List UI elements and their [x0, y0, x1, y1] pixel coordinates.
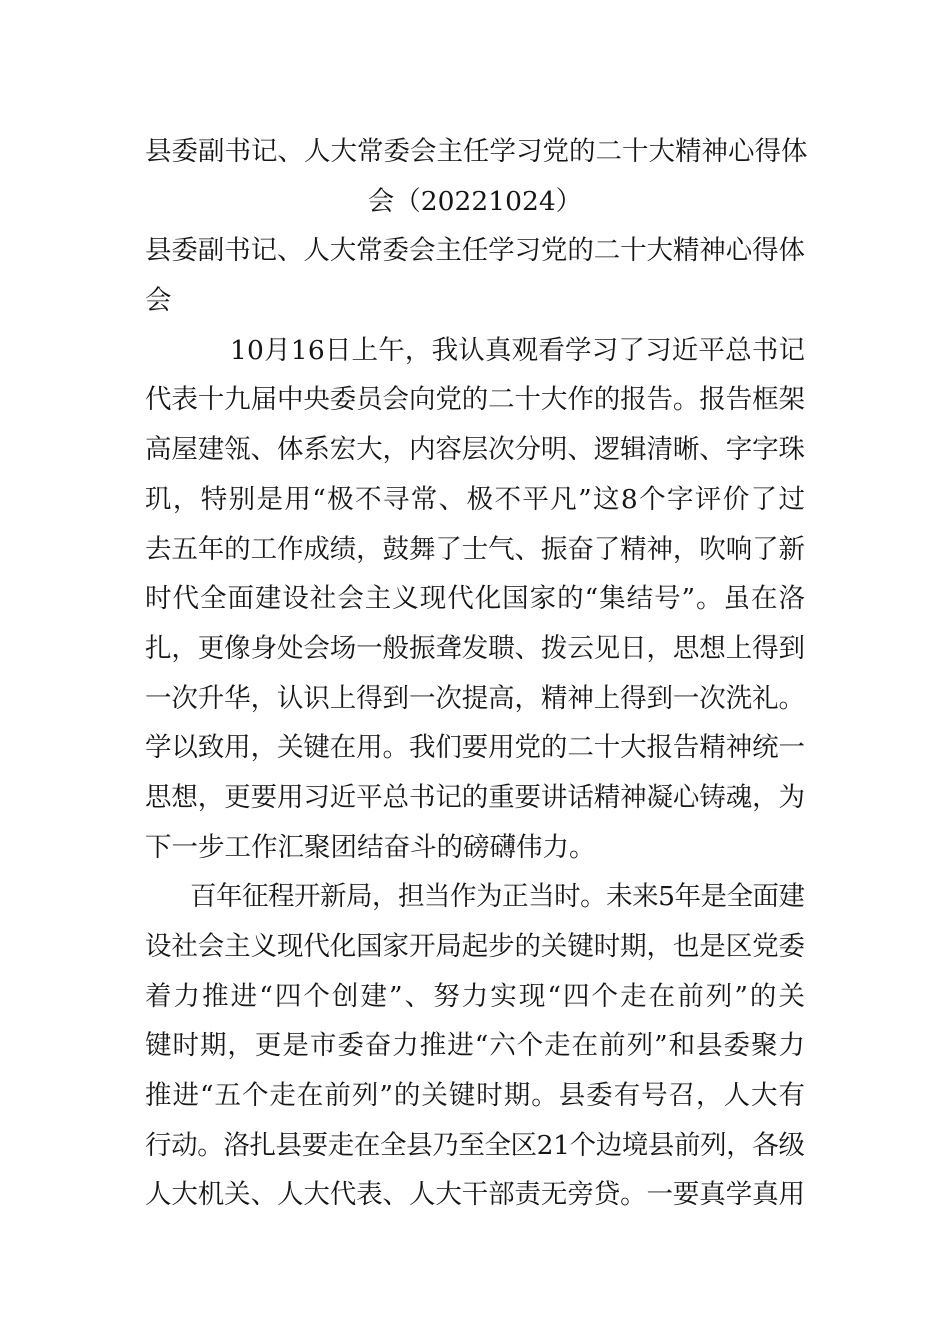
heading-line: 会: [145, 285, 172, 317]
paragraph-line: 10月16日上午，我认真观看学习了习近平总书记: [230, 334, 806, 366]
paragraph-line: 时代全面建设社会主义现代化国家的“集结号”。虽在洛: [145, 583, 806, 615]
paragraph-line: 人大机关、人大代表、人大干部责无旁贷。一要真学真用: [145, 1179, 805, 1211]
title-line: 会（20221024）: [367, 185, 583, 217]
paragraph-1: [145, 326, 805, 873]
paragraph-line: 思想，更要用习近平总书记的重要讲话精神凝心铸魂，为: [145, 781, 805, 813]
document-heading: [145, 226, 805, 325]
heading-line: 县委副书记、人大常委会主任学习党的二十大精神心得体: [145, 235, 805, 267]
paragraph-line: 高屋建瓴、体系宏大，内容层次分明、逻辑清晰、字字珠: [145, 434, 805, 466]
paragraph-line: 着力推进“四个创建”、努力实现“四个走在前列”的关: [145, 980, 808, 1012]
paragraph-line: 代表十九届中央委员会向党的二十大作的报告。报告框架: [145, 384, 805, 416]
paragraph-2: [145, 872, 808, 1220]
paragraph-line: 下一步工作汇聚团结奋斗的磅礴伟力。: [145, 831, 596, 863]
paragraph-line: 玑，特别是用“极不寻常、极不平凡”这8个字评价了过: [145, 483, 807, 515]
paragraph-line: 扎，更像身处会场一般振聋发聩、拨云见日，思想上得到: [145, 632, 805, 664]
paragraph-line: 推进“五个走在前列”的关键时期。县委有号召，人大有: [145, 1080, 806, 1112]
paragraph-line: 键时期，更是市委奋力推进“六个走在前列”和县委聚力: [145, 1030, 806, 1062]
paragraph-line: 学以致用，关键在用。我们要用党的二十大报告精神统一: [145, 732, 805, 764]
document-body: [145, 127, 808, 1220]
paragraph-line: 设社会主义现代化国家开局起步的关键时期，也是区党委: [145, 931, 805, 962]
paragraph-line: 一次升华，认识上得到一次提高，精神上得到一次洗礼。: [145, 682, 805, 714]
paragraph-line: 百年征程开新局，担当作为正当时。未来5年是全面建: [190, 881, 805, 913]
title-line: 县委副书记、人大常委会主任学习党的二十大精神心得体: [145, 136, 808, 167]
document-title: [145, 127, 808, 226]
paragraph-line: 去五年的工作成绩，鼓舞了士气、振奋了精神，吹响了新: [145, 533, 805, 565]
paragraph-line: 行动。洛扎县要走在全县乃至全区21个边境县前列，各级: [145, 1129, 805, 1161]
